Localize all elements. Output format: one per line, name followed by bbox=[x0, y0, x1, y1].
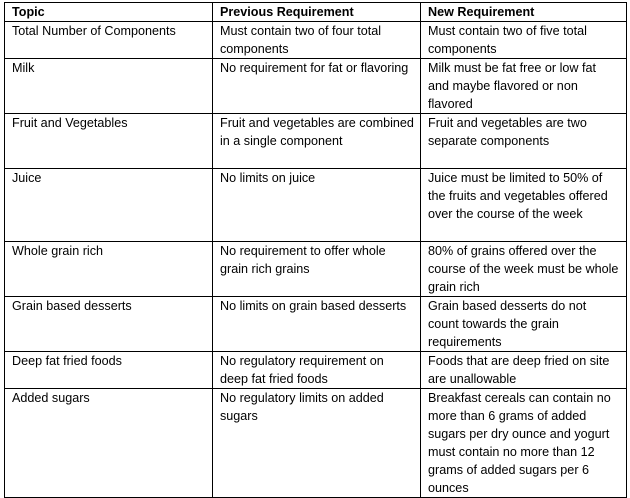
header-topic: Topic bbox=[5, 3, 213, 22]
table-row bbox=[5, 242, 627, 297]
new-requirement-cell: Juice must be limited to 50% of the fruits and vegetables offered over the course of the week bbox=[421, 169, 627, 242]
table-row bbox=[5, 59, 627, 114]
table-row bbox=[5, 352, 627, 389]
table-row bbox=[5, 169, 627, 242]
new-requirement-cell: Foods that are deep fried on site are unallowable bbox=[421, 352, 627, 389]
table-row bbox=[5, 389, 627, 498]
table-row bbox=[5, 22, 627, 59]
new-requirement-cell: Grain based desserts do not count towards the grain requirements bbox=[421, 297, 627, 352]
topic-cell: Milk bbox=[5, 59, 213, 114]
previous-requirement-cell: No regulatory requirement on deep fat fried foods bbox=[213, 352, 421, 389]
header-row bbox=[5, 3, 627, 22]
previous-requirement-cell: No regulatory limits on added sugars bbox=[213, 389, 421, 498]
header-new-requirement: New Requirement bbox=[421, 3, 627, 22]
topic-cell: Whole grain rich bbox=[5, 242, 213, 297]
previous-requirement-cell: No limits on grain based desserts bbox=[213, 297, 421, 352]
new-requirement-cell: Milk must be fat free or low fat and maybe flavored or non flavored bbox=[421, 59, 627, 114]
requirements-table bbox=[4, 2, 627, 498]
topic-cell: Total Number of Components bbox=[5, 22, 213, 59]
new-requirement-cell: 80% of grains offered over the course of the week must be whole grain rich bbox=[421, 242, 627, 297]
previous-requirement-cell: No limits on juice bbox=[213, 169, 421, 242]
previous-requirement-cell: Fruit and vegetables are combined in a single component bbox=[213, 114, 421, 169]
new-requirement-cell: Breakfast cereals can contain no more than 6 grams of added sugars per dry ounce and yogurt must contain no more than 12 grams of added sugars per 6 ounces bbox=[421, 389, 627, 498]
topic-cell: Deep fat fried foods bbox=[5, 352, 213, 389]
table-row bbox=[5, 114, 627, 169]
header-previous-requirement: Previous Requirement bbox=[213, 3, 421, 22]
new-requirement-cell: Must contain two of five total components bbox=[421, 22, 627, 59]
topic-cell: Juice bbox=[5, 169, 213, 242]
table-row bbox=[5, 297, 627, 352]
previous-requirement-cell: No requirement for fat or flavoring bbox=[213, 59, 421, 114]
previous-requirement-cell: Must contain two of four total components bbox=[213, 22, 421, 59]
topic-cell: Grain based desserts bbox=[5, 297, 213, 352]
new-requirement-cell: Fruit and vegetables are two separate components bbox=[421, 114, 627, 169]
topic-cell: Fruit and Vegetables bbox=[5, 114, 213, 169]
topic-cell: Added sugars bbox=[5, 389, 213, 498]
previous-requirement-cell: No requirement to offer whole grain rich grains bbox=[213, 242, 421, 297]
